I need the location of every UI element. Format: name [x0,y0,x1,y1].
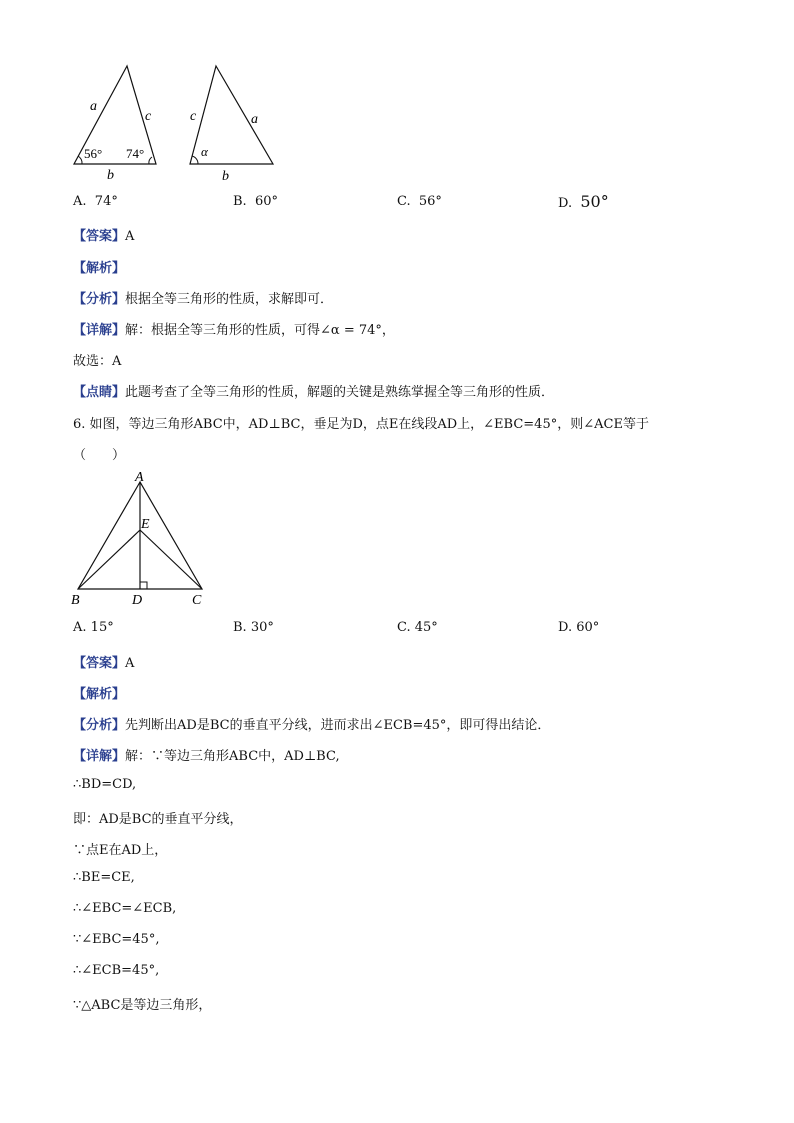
q6-step-line: ∴∠EBC=∠ECB, [73,901,177,916]
fig1-side-b: b [107,168,114,183]
q5-option-a: A. 74° [73,194,118,209]
q6-label-e: E [141,517,150,532]
q6-step-line: 即：AD是BC的垂直平分线， [73,812,243,827]
q5-figure-triangle-1 [68,60,168,185]
q6-xiangjie-line: 【详解】解：∵等边三角形ABC中，AD⊥BC, [73,749,340,764]
q6-label-b: B [71,593,80,608]
q5-choose-line: 故选：A [73,354,122,369]
q6-option-c: C. 45° [397,620,438,635]
q6-step-line: ∴BE=CE, [73,870,135,885]
fig2-side-c: c [190,109,197,124]
q5-option-b: B. 60° [233,194,278,209]
q6-step-line: ∵∠EBC=45°, [73,932,160,947]
q5-analysis-tag: 【解析】 [73,261,126,276]
q5-figure-triangle-2 [180,60,280,185]
q5-option-d: D. 50° [558,192,609,211]
q6-fenxi-line: 【分析】先判断出AD是BC的垂直平分线，进而求出∠ECB=45°，即可得出结论． [73,718,551,733]
fig1-angle-left: 56° [84,146,103,161]
q6-stem-line1: 6. 如图，等边三角形ABC中，AD⊥BC，垂足为D，点E在线段AD上，∠EBC=45°，则∠ACE等于 [73,417,649,432]
fig1-angle-right: 74° [126,146,145,161]
q5-answer-line: 【答案】A [73,229,135,244]
q6-step-line: ∵点E在AD上， [73,843,168,858]
q6-analysis-tag: 【解析】 [73,687,126,702]
q6-step-line: ∴∠ECB=45°, [73,963,160,978]
fig2-side-a: a [251,112,258,127]
q6-label-c: C [192,593,202,608]
q6-option-a: A. 15° [73,620,114,635]
q6-step-line: ∴BD=CD, [73,777,137,792]
q5-fenxi-line: 【分析】根据全等三角形的性质，求解即可． [73,292,334,307]
q6-stem-line2: （ ） [73,448,126,463]
q5-option-c: C. 56° [397,194,442,209]
q6-answer-line: 【答案】A [73,656,135,671]
q6-option-b: B. 30° [233,620,274,635]
q6-label-d: D [132,593,143,608]
q5-xiangjie-line: 【详解】解：根据全等三角形的性质，可得∠α = 74°， [73,323,395,338]
fig1-side-a: a [90,99,97,114]
q6-option-d: D. 60° [558,620,600,635]
fig1-side-c: c [145,109,152,124]
q6-figure [66,468,216,610]
fig2-angle: α [201,144,208,159]
fig2-side-b: b [222,169,229,184]
q6-step-line: ∵△ABC是等边三角形， [73,998,212,1013]
q5-dianjing-line: 【点睛】此题考查了全等三角形的性质，解题的关键是熟练掌握全等三角形的性质． [73,385,555,400]
q6-label-a: A [135,470,144,485]
